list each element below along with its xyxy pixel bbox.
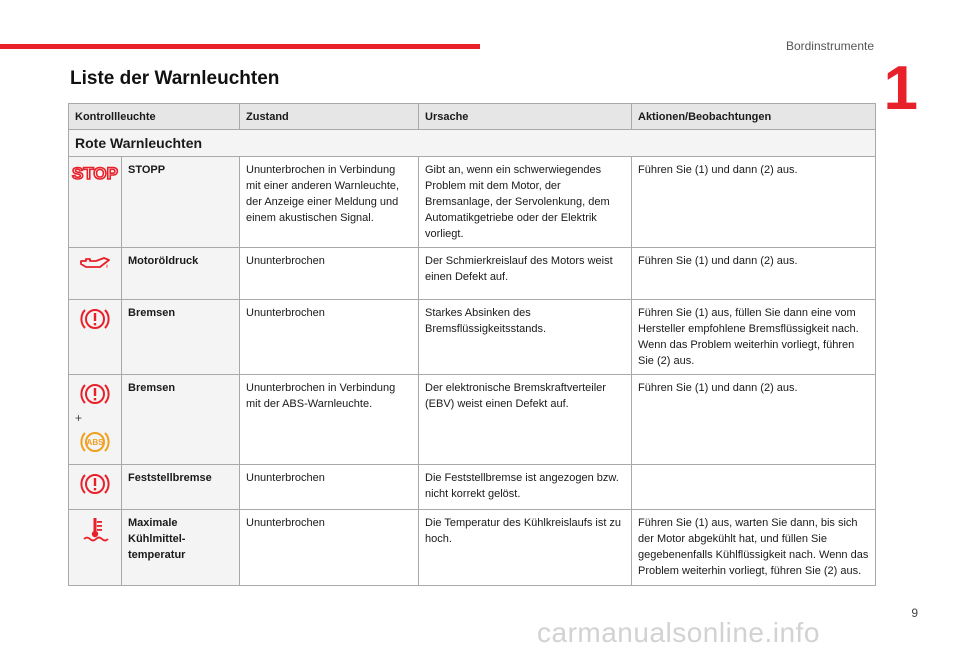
lamp-action: Führen Sie (1) und dann (2) aus. (632, 248, 876, 300)
abs-icon-text: ABS (86, 438, 104, 447)
lamp-action: Führen Sie (1) und dann (2) aus. (632, 375, 876, 465)
lamp-cause: Der elektronische Bremskraftverteiler (EBV) weist einen Defekt auf. (419, 375, 632, 465)
lamp-state: Ununterbrochen (240, 465, 419, 510)
lamp-state: Ununterbrochen (240, 510, 419, 586)
table-row (69, 465, 876, 510)
abs-icon (79, 428, 111, 456)
column-header-lamp: Kontrollleuchte (69, 104, 240, 130)
section-title: Rote Warnleuchten (69, 130, 876, 157)
table-row (69, 300, 876, 375)
table-header-row (69, 104, 876, 130)
lamp-name: Feststellbremse (122, 465, 240, 510)
lamp-state: Ununterbrochen (240, 248, 419, 300)
lamp-icon-cell (69, 157, 122, 248)
lamp-action: Führen Sie (1) aus, füllen Sie dann eine vom Hersteller empfohlene Bremsflüssigkeit nach. Wenn das Problem weiterhin vorliegt, führen Sie (2) aus. (632, 300, 876, 375)
stop-icon (72, 162, 118, 184)
lamp-state: Ununterbrochen in Verbindung mit der ABS-Warnleuchte. (240, 375, 419, 465)
lamp-action (632, 465, 876, 510)
header-accent-bar (0, 44, 480, 49)
table-row (69, 248, 876, 300)
chapter-number: 1 (883, 54, 918, 123)
lamp-icon-cell (69, 248, 122, 300)
lamp-cause: Die Feststellbremse ist angezogen bzw. nicht korrekt gelöst. (419, 465, 632, 510)
lamp-cause: Die Temperatur des Kühlkreislaufs ist zu hoch. (419, 510, 632, 586)
lamp-state: Ununterbrochen in Verbindung mit einer anderen Warnleuchte, der Anzeige einer Meldung und einem akustischen Signal. (240, 157, 419, 248)
lamp-name: STOPP (122, 157, 240, 248)
lamp-icon-cell (69, 300, 122, 375)
lamp-state: Ununterbrochen (240, 300, 419, 375)
lamp-icon-cell (69, 375, 122, 465)
lamp-cause: Der Schmierkreislauf des Motors weist einen Defekt auf. (419, 248, 632, 300)
lamp-action: Führen Sie (1) und dann (2) aus. (632, 157, 876, 248)
oil-can-icon (78, 253, 112, 273)
brake-warning-icon (79, 380, 111, 408)
lamp-action: Führen Sie (1) aus, warten Sie dann, bis sich der Motor abgekühlt hat, und füllen Sie gegebenenfalls Kühlflüssigkeit nach. Wenn das Problem weiterhin vorliegt, führen Sie (2) aus. (632, 510, 876, 586)
lamp-icon-cell (69, 510, 122, 586)
lamp-name: Bremsen (122, 375, 240, 465)
page-number: 9 (911, 606, 918, 620)
section-row (69, 130, 876, 157)
lamp-name: Bremsen (122, 300, 240, 375)
plus-sign: + (75, 411, 83, 425)
column-header-actions: Aktionen/Beobachtungen (632, 104, 876, 130)
lamp-name: Maximale Kühlmittel-temperatur (122, 510, 240, 586)
lamp-cause: Gibt an, wenn ein schwerwiegendes Problem mit dem Motor, der Bremsanlage, der Servolenkung, dem Automatikgetriebe oder der Elektrik vorliegt. (419, 157, 632, 248)
column-header-cause: Ursache (419, 104, 632, 130)
brake-warning-icon (79, 305, 111, 333)
coolant-temperature-icon (80, 515, 110, 545)
warning-lights-table (68, 103, 876, 586)
page-title: Liste der Warnleuchten (70, 68, 280, 89)
table-row (69, 375, 876, 465)
parking-brake-icon (79, 470, 111, 498)
lamp-cause: Starkes Absinken des Bremsflüssigkeitsstands. (419, 300, 632, 375)
table-row (69, 157, 876, 248)
stop-icon-text: STOP (72, 164, 118, 183)
lamp-icon-cell (69, 465, 122, 510)
section-name: Bordinstrumente (785, 39, 874, 53)
lamp-name: Motoröldruck (122, 248, 240, 300)
watermark: carmanualsonline.info (537, 617, 820, 648)
table-row (69, 510, 876, 586)
column-header-state: Zustand (240, 104, 419, 130)
